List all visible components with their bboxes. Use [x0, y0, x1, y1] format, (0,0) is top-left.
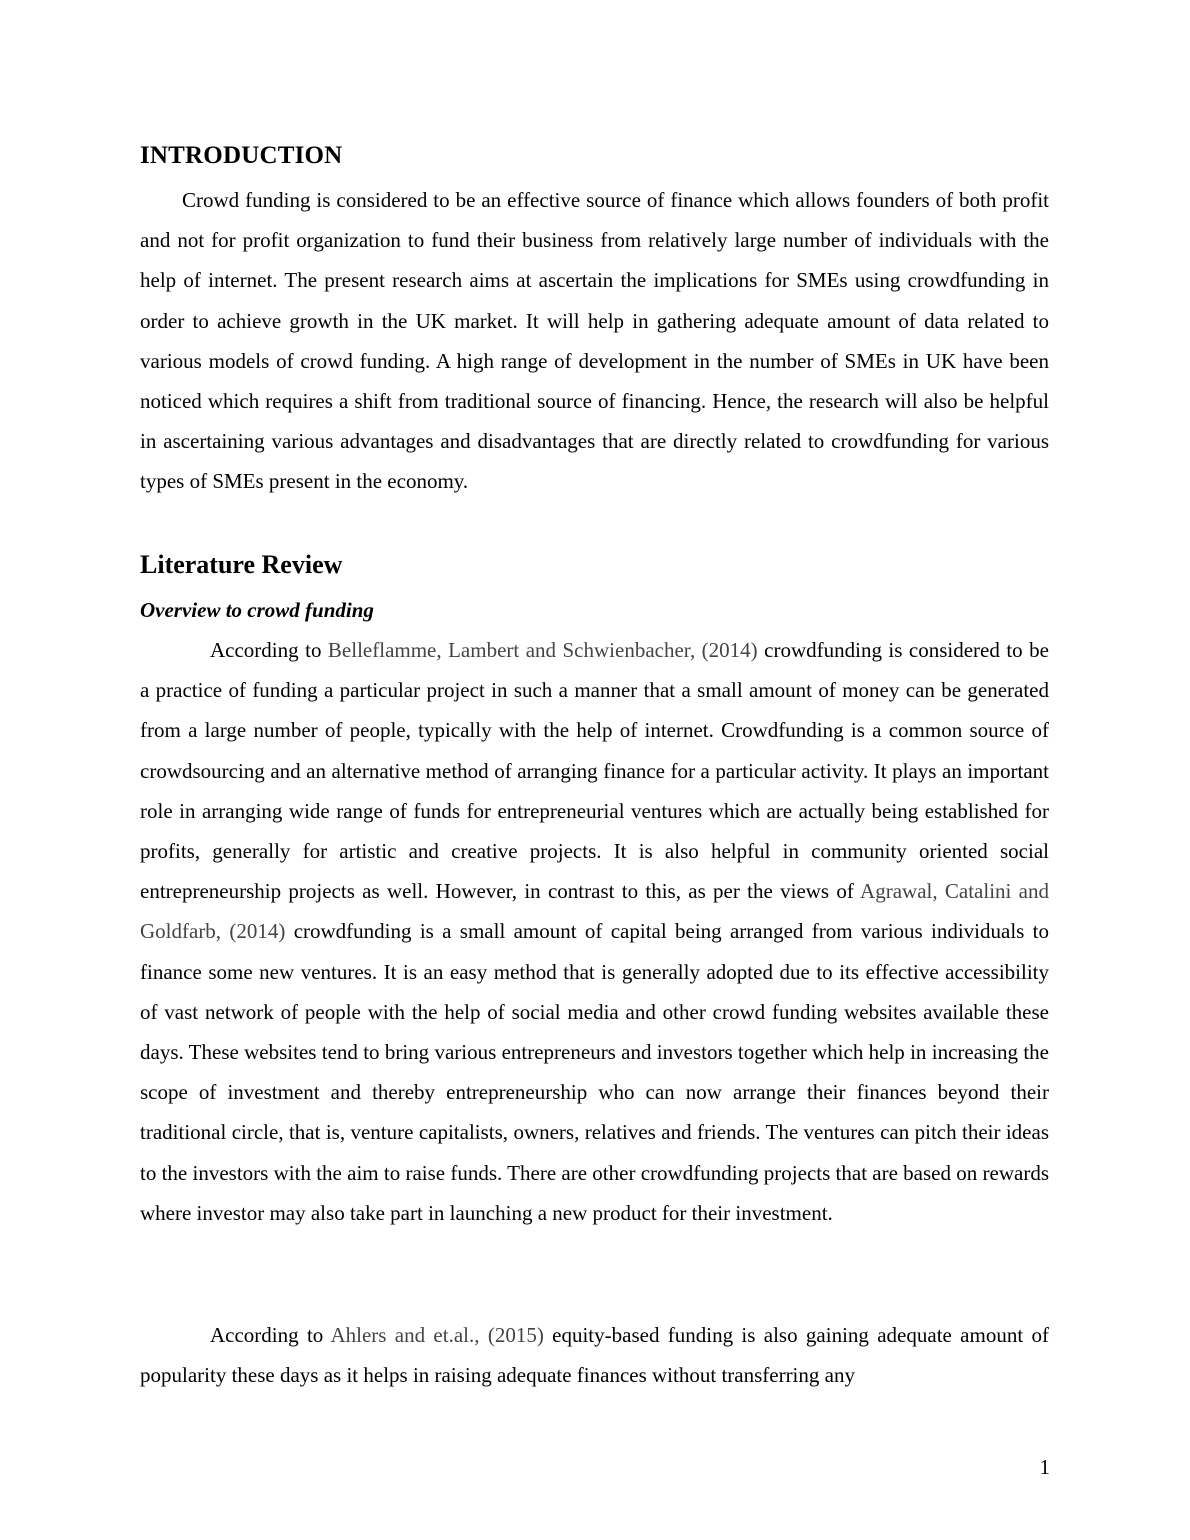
page-number: 1: [1039, 1455, 1050, 1479]
document-page: [140, 0, 1049, 1540]
heading-literature-review: Literature Review: [140, 550, 343, 579]
citation-agrawal: Agrawal, Catalini and Goldfarb, (2014): [140, 879, 1049, 944]
paragraph-lead: According to: [210, 638, 328, 662]
subheading-overview: Overview to crowd funding: [140, 598, 374, 622]
literature-paragraph-1: [140, 630, 1049, 1233]
heading-introduction: INTRODUCTION: [140, 142, 343, 169]
literature-paragraph-2: [140, 1315, 1049, 1395]
paragraph-lead: According to: [210, 1323, 331, 1347]
paragraph-text: equity-based funding is also gaining adequate amount of popularity these days as it helps in raising adequate finances without transferring any: [140, 1323, 1049, 1388]
citation-ahlers: Ahlers and et.al., (2015): [330, 1323, 544, 1347]
citation-belleflamme: Belleflamme, Lambert and Schwienbacher, (2014): [327, 638, 758, 662]
paragraph-text: crowdfunding is a small amount of capital being arranged from various individuals to finance some new ventures. It is an easy method that is generally adopted due to its effective accessibility of vast network of people with the help of social media and other crowd funding websites available these days. These websites tend to bring various entrepreneurs and investors together which help in increasing the scope of investment and thereby entrepreneurship who can now arrange their finances beyond their traditional circle, that is, venture capitalists, owners, relatives and friends. The ventures can pitch their ideas to the investors with the aim to raise funds. There are other crowdfunding projects that are based on rewards where investor may also take part in launching a new product for their investment.: [140, 919, 1050, 1225]
paragraph-text: crowdfunding is considered to be a practice of funding a particular project in such a manner that a small amount of money can be generated from a large number of people, typically with the help of internet. Crowdfunding is a common source of crowdsourcing and an alternative method of arranging finance for a particular activity. It plays an important role in arranging wide range of funds for entrepreneurial ventures which are actually being established for profits, generally for artistic and creative projects. It is also helpful in community oriented social entrepreneurship projects as well. However, in contrast to this, as per the views of: [140, 638, 1049, 904]
intro-paragraph: Crowd funding is considered to be an effective source of finance which allows founders of both profit and not for profit organization to fund their business from relatively large number of individuals with the help of internet. The present research aims at ascertain the implications for SMEs using crowdfunding in order to achieve growth in the UK market. It will help in gathering adequate amount of data related to various models of crowd funding. A high range of development in the number of SMEs in UK have been noticed which requires a shift from traditional source of financing. Hence, the research will also be helpful in ascertaining various advantages and disadvantages that are directly related to crowdfunding for various types of SMEs present in the economy.: [140, 188, 1049, 494]
